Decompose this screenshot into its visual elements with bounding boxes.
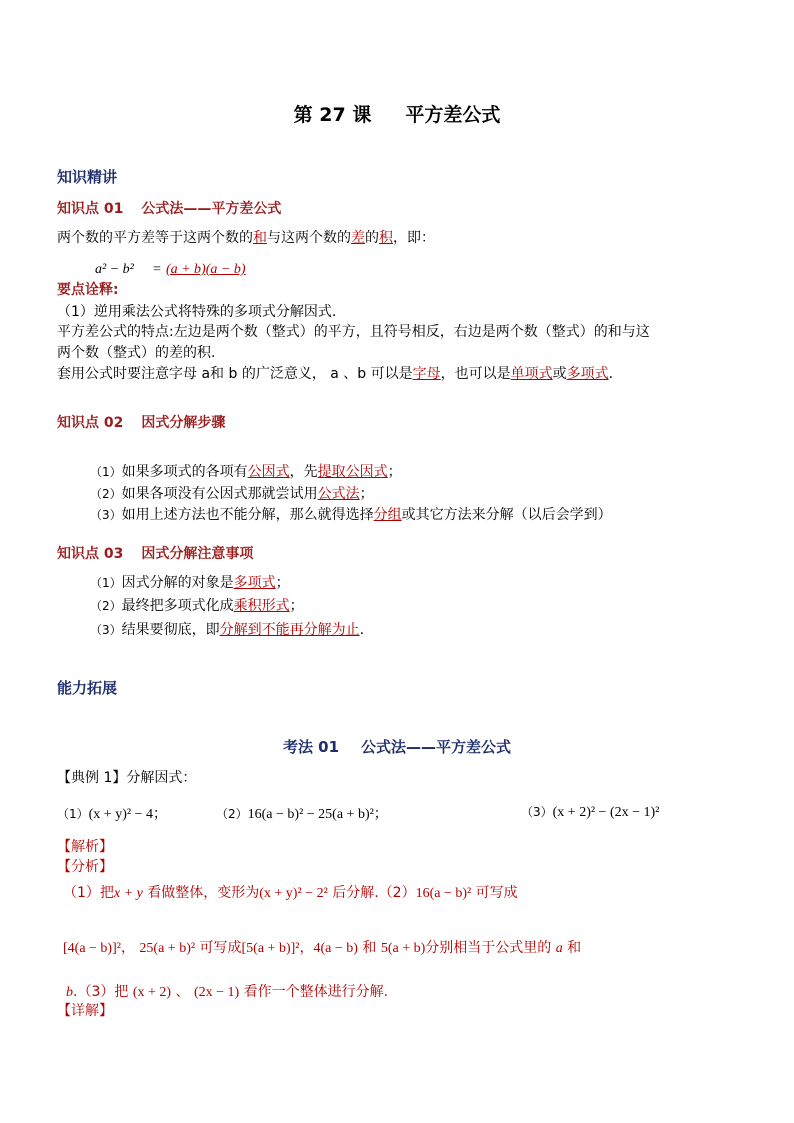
analysis-math: [4(a − b)]² (63, 941, 121, 956)
step-text: 如果各项没有公因式那就尝试用 (121, 486, 318, 502)
item-underline: 多项式 (233, 575, 276, 591)
item-text: 最终把多项式化成 (121, 598, 234, 614)
analysis-math: (2x − 1) (193, 985, 240, 1000)
analysis-text: 后分解.（2） (332, 885, 416, 901)
kp2-label: 知识点 02 (57, 415, 124, 431)
step-text: 如果多项式的各项有 (121, 464, 248, 480)
kp1-text: ，即： (393, 230, 435, 246)
example-heading: 【典例 1】分解因式： (57, 770, 197, 786)
kp3-label: 知识点 03 (57, 546, 124, 562)
analysis-math: 25(a + b)² (139, 941, 196, 956)
notes-underline-danxiang: 单项式 (510, 366, 553, 382)
analysis-text: 分别相当于公式里的 (425, 940, 552, 956)
kp3-item-3 (90, 619, 364, 639)
step-text: ，先 (289, 464, 318, 480)
kp3-item-1 (90, 572, 290, 592)
lesson-topic: 平方差公式 (405, 104, 501, 126)
notes-text: 套用公式时要注意字母 a和 b 的广泛意义， a 、b 可以是 (57, 366, 413, 382)
notes-line-2: 平方差公式的特点:左边是两个数（整式）的平方，且符号相反，右边是两个数（整式）的和与这 (57, 324, 650, 340)
analysis-text: .（3）把 (73, 984, 129, 1000)
kp2-step-2 (90, 483, 374, 503)
analysis-text: ， (120, 940, 135, 956)
detailed-solution-label: 【详解】 (57, 1003, 113, 1019)
notes-text: . (608, 366, 614, 382)
kaofa-heading (0, 736, 794, 757)
kp2-heading (57, 412, 225, 432)
kp3-name: 因式分解注意事项 (141, 546, 254, 562)
kaofa-name: 公式法——平方差公式 (361, 738, 512, 756)
step-underline: 分组 (373, 507, 402, 523)
item-text: 因式分解的对象是 (121, 575, 234, 591)
step-number: （3） (90, 508, 122, 522)
analysis-text: 可写成 (199, 940, 242, 956)
kp1-text: 与这两个数的 (267, 230, 351, 246)
analysis-text: 可写成 (475, 885, 518, 901)
formula-equals: = (152, 262, 161, 277)
example-problem-1 (57, 803, 167, 823)
analysis-text: 和 (567, 940, 582, 956)
notes-line-3: 两个数（整式）的差的积. (57, 345, 216, 361)
notes-text: ，也可以是 (440, 366, 511, 382)
section-heading-knowledge: 知识精讲 (57, 168, 118, 186)
fenxi-label: 【分析】 (57, 859, 113, 875)
analysis-math: b (66, 985, 73, 1000)
problem-expression: (x + 2)² − (2x − 1)² (552, 805, 660, 820)
problem-number: （2） (216, 807, 248, 821)
kp1-text: 两个数的平方差等于这两个数的 (57, 230, 253, 246)
step-underline: 提取公因式 (317, 464, 388, 480)
kp3-heading (57, 543, 253, 563)
notes-underline-zimu: 字母 (412, 366, 441, 382)
notes-text: 或 (552, 366, 567, 382)
analysis-math: (x + 2) (132, 985, 172, 1000)
analysis-text: 和 (362, 940, 377, 956)
step-number: （1） (90, 465, 122, 479)
kp1-formula (95, 258, 245, 278)
problem-number: （3） (521, 805, 553, 819)
item-text: 结果要彻底，即 (121, 622, 220, 638)
notes-label: 要点诠释: (57, 282, 119, 298)
analysis-math: [5(a + b)]² (241, 941, 300, 956)
kp1-label: 知识点 01 (57, 201, 124, 217)
analysis-math: 4(a − b) (313, 941, 358, 956)
formula-rhs: (a + b)(a − b) (165, 262, 246, 277)
formula-lhs: a² − b² (95, 262, 134, 277)
analysis-text: 、 (175, 984, 190, 1000)
step-number: （2） (90, 487, 122, 501)
analysis-text: 看作一个整体进行分解. (243, 984, 389, 1000)
section-heading-extension: 能力拓展 (57, 679, 118, 697)
analysis-line-2 (63, 937, 581, 957)
analysis-math: (x + y)² − 2² (259, 886, 328, 901)
problem-number: （1） (57, 807, 89, 821)
analysis-math: 16(a − b)² (415, 886, 472, 901)
problem-expression: (x + y)² − 4； (88, 807, 167, 822)
page-title (0, 100, 794, 127)
item-number: （1） (90, 576, 122, 590)
item-text: ； (275, 575, 290, 591)
kp1-underline-ji: 积 (379, 230, 393, 246)
kp1-underline-cha: 差 (351, 230, 365, 246)
step-text: ； (359, 486, 374, 502)
example-problem-2 (216, 803, 388, 823)
step-text: 如用上述方法也不能分解，那么就得选择 (121, 507, 374, 523)
kp2-step-3 (90, 504, 612, 524)
analysis-math: 5(a + b) (380, 941, 426, 956)
example-problem-3 (521, 803, 659, 821)
analysis-math: a (555, 941, 563, 956)
item-number: （2） (90, 599, 122, 613)
notes-underline-duoxiang: 多项式 (566, 366, 609, 382)
lesson-number: 第 27 课 (293, 104, 372, 126)
analysis-text: ， (299, 940, 314, 956)
item-text: . (359, 622, 365, 638)
kp1-underline-he: 和 (253, 230, 267, 246)
item-text: ； (289, 598, 304, 614)
notes-line-1: （1）逆用乘法公式将特殊的多项式分解因式. (57, 304, 337, 320)
analysis-math: x + y (113, 886, 143, 901)
kp2-step-1 (90, 461, 402, 481)
problem-expression: 16(a − b)² − 25(a + b)²； (247, 807, 388, 822)
analysis-label: 【解析】 (57, 839, 113, 855)
step-text: 或其它方法来分解（以后会学到） (401, 507, 612, 523)
item-underline: 乘积形式 (233, 598, 290, 614)
analysis-line-1 (63, 882, 518, 902)
item-number: （3） (90, 623, 122, 637)
kp1-heading (57, 198, 281, 218)
notes-line-4 (57, 363, 613, 383)
item-underline: 分解到不能再分解为止 (219, 622, 360, 638)
step-underline: 公因式 (247, 464, 290, 480)
analysis-line-3 (66, 981, 388, 1001)
kp1-name: 公式法——平方差公式 (141, 201, 282, 217)
kp1-text: 的 (365, 230, 379, 246)
kp1-definition (57, 227, 435, 247)
kaofa-label: 考法 01 (282, 738, 340, 756)
analysis-text: 看做整体，变形为 (147, 885, 260, 901)
kp3-item-2 (90, 595, 304, 615)
step-underline: 公式法 (317, 486, 360, 502)
step-text: ； (387, 464, 402, 480)
kp2-name: 因式分解步骤 (141, 415, 226, 431)
analysis-text: （1）把 (63, 885, 114, 901)
